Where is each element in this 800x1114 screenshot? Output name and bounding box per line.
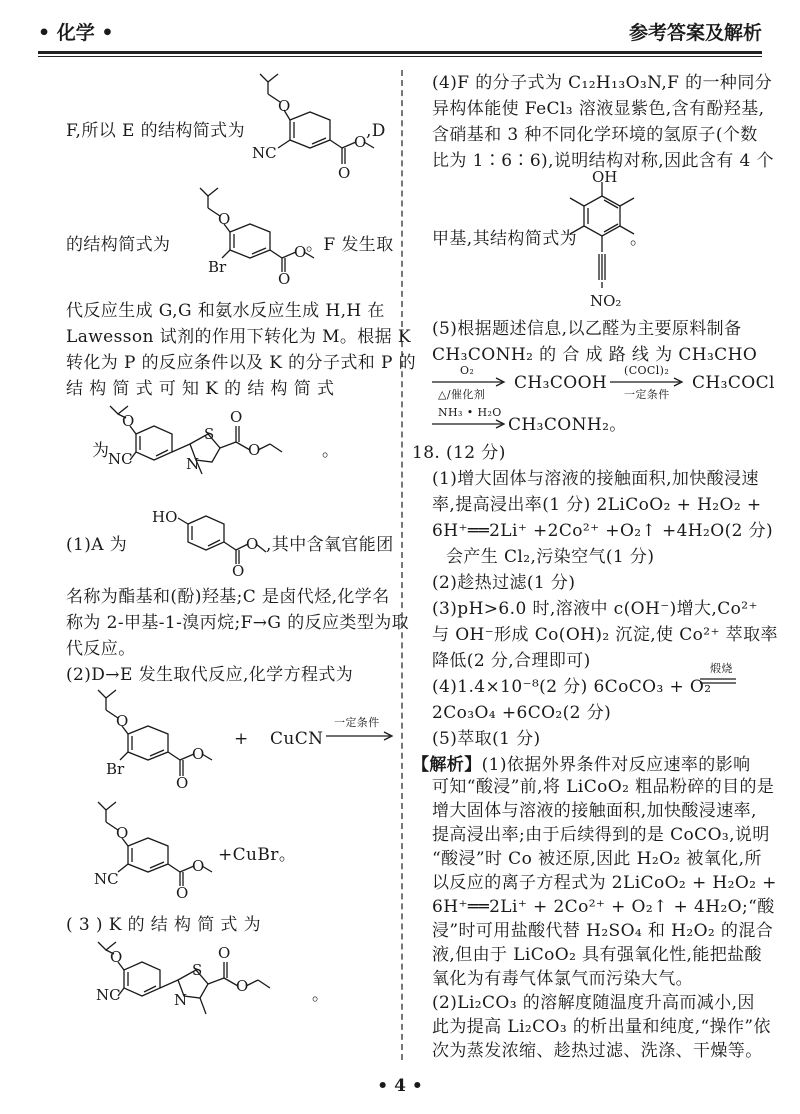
atom-o: O <box>354 133 367 151</box>
arrow-label: (COCl)₂ <box>624 364 670 377</box>
text-line: 名称为酯基和(酚)羟基;C 是卤代烃,化学名 <box>66 587 390 607</box>
text-line: 异构体能使 FeCl₃ 溶液显紫色,含有酚羟基, <box>432 99 765 119</box>
text-line: 6H⁺══2Li⁺ + 2Co²⁺ + O₂↑ + 4H₂O;“酸 <box>432 897 775 917</box>
atom-n: N <box>174 991 188 1009</box>
section-label: 参考答案及解析 <box>628 22 762 44</box>
atom-br: Br <box>208 258 227 276</box>
text-line: +CuBr。 <box>218 845 297 865</box>
header-rule <box>38 51 762 54</box>
atom-ho: HO <box>152 508 178 526</box>
arrow-label: △/催化剂 <box>438 388 486 401</box>
plus-sign: + <box>234 729 249 749</box>
atom-o: O <box>176 884 189 902</box>
atom-o: O <box>122 412 135 430</box>
text-line: 2Co₃O₄ +6CO₂(2 分) <box>432 703 612 723</box>
atom-no2: NO₂ <box>590 292 622 310</box>
text-line: 。 <box>630 229 648 249</box>
analysis-text: (1)依据外界条件对反应速率的影响 <box>481 755 751 775</box>
subject-label: • 化学 • <box>38 22 114 44</box>
atom-br: Br <box>106 760 125 778</box>
text-line: 。 <box>322 441 340 461</box>
text-line: (1)A 为 <box>66 535 128 555</box>
structure-a <box>150 506 280 580</box>
text-line: CH₃COCl <box>692 373 775 393</box>
text-line: ( 3 ) K 的 结 构 简 式 为 <box>66 915 262 935</box>
structure-d <box>190 186 320 286</box>
text-line: 降低(2 分,合理即可) <box>432 651 591 671</box>
atom-o: O <box>246 535 259 553</box>
reaction-condition: 一定条件 <box>334 716 380 729</box>
atom-o: O <box>236 977 249 995</box>
atom-nc: NC <box>252 144 277 162</box>
text-line: (2)趁热过滤(1 分) <box>432 573 576 593</box>
atom-o: O <box>232 562 245 580</box>
structure-e <box>250 72 380 187</box>
text-line: (4)1.4×10⁻⁸(2 分) 6CoCO₃ + O₂ <box>432 677 712 697</box>
atom-nc: NC <box>94 870 119 888</box>
text-line: ,其中含氧官能团 <box>266 535 394 555</box>
text-line: ,D <box>366 121 386 141</box>
text-line: 氧化为有毒气体氯气而污染大气。 <box>432 969 693 989</box>
text-line: 的结构简式为 <box>66 235 171 255</box>
text-line: “酸浸”时 Co 被还原,因此 H₂O₂ 被氧化,所 <box>432 849 762 869</box>
text-line: 。F 发生取 <box>306 235 394 255</box>
text-line: 可知“酸浸”前,将 LiCoO₂ 粗品粉碎的目的是 <box>432 777 775 797</box>
atom-o: O <box>110 948 123 966</box>
atom-o: O <box>338 164 351 182</box>
equals-arrow <box>700 678 740 684</box>
atom-s: S <box>192 961 203 979</box>
question-number: 18. (12 分) <box>412 443 506 463</box>
atom-o: O <box>176 774 189 792</box>
text-line: 转化为 P 的反应条件以及 K 的分子式和 P 的 <box>66 353 416 373</box>
atom-o: O <box>192 745 205 763</box>
text-line: Lawesson 试剂的作用下转化为 M。根据 K <box>66 327 411 347</box>
text-line: 比为 1∶6∶6),说明结构对称,因此含有 4 个 <box>432 151 774 171</box>
reaction-arrow <box>432 378 508 386</box>
text-line: 以反应的离子方程式为 2LiCoO₂ + H₂O₂ + <box>432 873 777 893</box>
text-line: 含硝基和 3 种不同化学环境的氢原子(个数 <box>432 125 758 145</box>
text-line: 6H⁺══2Li⁺ +2Co²⁺ +O₂↑ +4H₂O(2 分) <box>432 521 774 541</box>
text-line: 与 OH⁻形成 Co(OH)₂ 沉淀,使 Co²⁺ 萃取率 <box>432 625 778 645</box>
structure-k <box>108 404 338 494</box>
text-line: 浸”时可用盐酸代替 H₂SO₄ 和 H₂O₂ 的混合 <box>432 921 774 941</box>
page-header <box>38 8 762 48</box>
structure-e-product <box>88 800 218 900</box>
text-line: 。 <box>312 985 330 1005</box>
atom-nc: NC <box>108 450 133 468</box>
text-line: 提高浸出率;由于后续得到的是 CoCO₃,说明 <box>432 825 770 845</box>
text-line: 此为提高 Li₂CO₃ 的析出量和纯度,“操作”依 <box>432 1017 771 1037</box>
text-line: CH₃CONH₂ 的 合 成 路 线 为 CH₃CHO <box>432 345 758 365</box>
atom-oh: OH <box>592 168 618 186</box>
text-line: 代反应生成 G,G 和氨水反应生成 H,H 在 <box>66 301 385 321</box>
text-line: 称为 2-甲基-1-溴丙烷;F→G 的反应类型为取 <box>66 613 410 633</box>
atom-o: O <box>294 243 307 261</box>
structure-d-reactant <box>88 688 218 793</box>
arrow-label: O₂ <box>460 364 475 377</box>
atom-o: O <box>278 97 291 115</box>
text-line: (3)pH>6.0 时,溶液中 c(OH⁻)增大,Co²⁺ <box>432 599 758 619</box>
analysis-tag: 【解析】 <box>412 755 482 775</box>
text-line: 为 <box>92 441 110 461</box>
text-line: 液,但由于 LiCoO₂ 具有强氧化性,能把盐酸 <box>432 945 762 965</box>
text-line: 增大固体与溶液的接触面积,加快酸浸速率, <box>432 801 757 821</box>
atom-o: O <box>218 210 231 228</box>
text-line: 率,提高浸出率(1 分) 2LiCoO₂ + H₂O₂ + <box>432 495 762 515</box>
atom-o: O <box>218 944 231 962</box>
text-line: (1)增大固体与溶液的接触面积,加快酸浸速 <box>432 469 759 489</box>
arrow-label: NH₃ • H₂O <box>438 406 502 419</box>
atom-o: O <box>248 441 261 459</box>
text-line: (2)D→E 发生取代反应,化学方程式为 <box>66 665 354 685</box>
text-line: 结 构 简 式 可 知 K 的 结 构 简 式 <box>66 379 335 399</box>
text-line: (4)F 的分子式为 C₁₂H₁₃O₃N,F 的一种同分 <box>432 73 773 93</box>
column-divider <box>401 70 403 1060</box>
atom-o: O <box>278 270 291 288</box>
atom-s: S <box>204 425 215 443</box>
arrow-label: 煅烧 <box>710 662 733 675</box>
atom-o: O <box>116 824 129 842</box>
arrow-label: 一定条件 <box>624 388 670 401</box>
structure-k-answer <box>96 940 326 1036</box>
text-line: 会产生 Cl₂,污染空气(1 分) <box>446 547 655 567</box>
text-line: CH₃CONH₂。 <box>508 415 627 435</box>
text-line: F,所以 E 的结构简式为 <box>66 121 245 141</box>
atom-o: O <box>116 712 129 730</box>
reaction-arrow <box>610 378 686 386</box>
atom-o: O <box>192 857 205 875</box>
text-line: (5)根据题述信息,以乙醛为主要原料制备 <box>432 319 742 339</box>
atom-o: O <box>230 408 243 426</box>
text-line: 次为蒸发浓缩、趁热过滤、洗涤、干燥等。 <box>432 1041 763 1061</box>
text-line: 代反应。 <box>66 639 136 659</box>
text-line: CH₃COOH <box>514 373 608 393</box>
header-rule-thin <box>38 56 762 57</box>
reaction-arrow <box>326 732 396 740</box>
reaction-arrow <box>432 420 508 428</box>
text-line: (2)Li₂CO₃ 的溶解度随温度升高而减小,因 <box>432 993 755 1013</box>
atom-nc: NC <box>96 986 121 1004</box>
reagent-cucn: CuCN <box>270 729 324 749</box>
text-line: 甲基,其结构简式为 <box>432 229 578 249</box>
atom-n: N <box>186 455 200 473</box>
page-number: • 4 • <box>377 1076 423 1096</box>
text-line: (5)萃取(1 分) <box>432 729 541 749</box>
